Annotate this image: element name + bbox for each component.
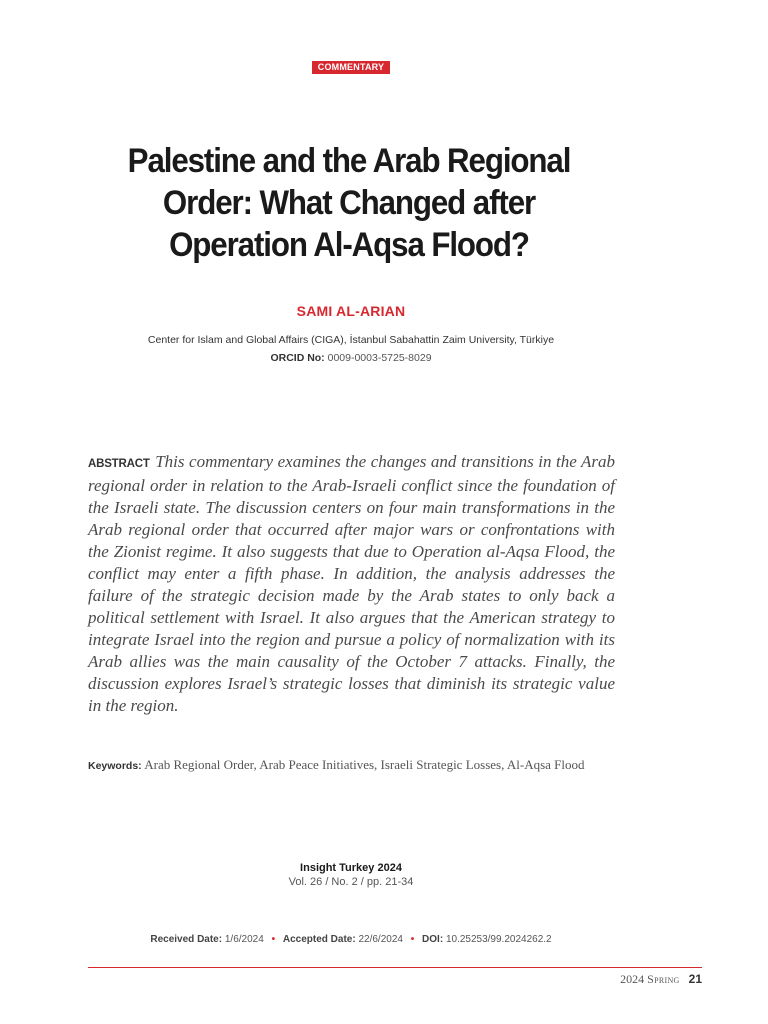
- abstract-text: This commentary examines the changes and transitions in the Arab regional order in relation to the Arab-Israeli conflict since the foundation of the Israeli state. The discussion centers on four main transformations in the Arab regional order that occurred after major wars or confrontations with the Zionist regime. It also suggests that due to Operation al-Aqsa Flood, the conflict may enter a fifth phase. In addition, the analysis addresses the failure of the strategic decision made by the Arab states to only back a political settlement with Israel. It also argues that the American strategy to integrate Israel into the region and pursue a policy of normalization with its Arab allies was the main causality of the October 7 attacks. Finally, the discussion explores Israel’s strategic losses that diminish its strategic value in the region.: [88, 452, 616, 715]
- publication-dates: [0, 933, 702, 946]
- page-folio: [620, 972, 702, 986]
- keywords-line: [88, 757, 615, 774]
- author-name: SAMI AL-ARIAN: [296, 303, 406, 319]
- orcid-value: 0009-0003-5725-8029: [327, 352, 432, 364]
- orcid-line: [0, 351, 702, 365]
- separator-dot: •: [410, 934, 415, 945]
- page-number: 21: [688, 972, 702, 986]
- author-affiliation: Center for Islam and Global Affairs (CIGA), İstanbul Sabahattin Zaim University, Türkiye: [147, 334, 555, 346]
- received-label: Received Date:: [150, 934, 223, 945]
- title-line: Palestine and the Arab Regional: [127, 142, 571, 180]
- doi-value: 10.25253/99.2024262.2: [445, 934, 552, 945]
- abstract-block: [88, 451, 615, 717]
- section-badge: COMMENTARY: [312, 61, 390, 74]
- accepted-label: Accepted Date:: [282, 934, 356, 945]
- folio-season: Spring: [647, 972, 680, 986]
- abstract-label: ABSTRACT: [88, 458, 150, 470]
- doi-label: DOI:: [422, 934, 444, 945]
- title-line: Order: What Changed after: [162, 184, 536, 222]
- accepted-value: 22/6/2024: [358, 934, 403, 945]
- journal-volume: Vol. 26 / No. 2 / pp. 21-34: [288, 876, 414, 888]
- received-value: 1/6/2024: [224, 934, 264, 945]
- orcid-label: ORCID No:: [270, 352, 325, 364]
- separator-dot: •: [271, 934, 276, 945]
- journal-name: Insight Turkey 2024: [300, 862, 402, 874]
- keywords-text: Arab Regional Order, Arab Peace Initiatives, Israeli Strategic Losses, Al-Aqsa Flood: [144, 757, 585, 772]
- article-title: [83, 140, 615, 266]
- title-line: Operation Al-Aqsa Flood?: [169, 226, 529, 264]
- folio-year: 2024: [620, 972, 645, 986]
- keywords-label: Keywords:: [88, 760, 142, 772]
- footer-rule: [88, 967, 702, 968]
